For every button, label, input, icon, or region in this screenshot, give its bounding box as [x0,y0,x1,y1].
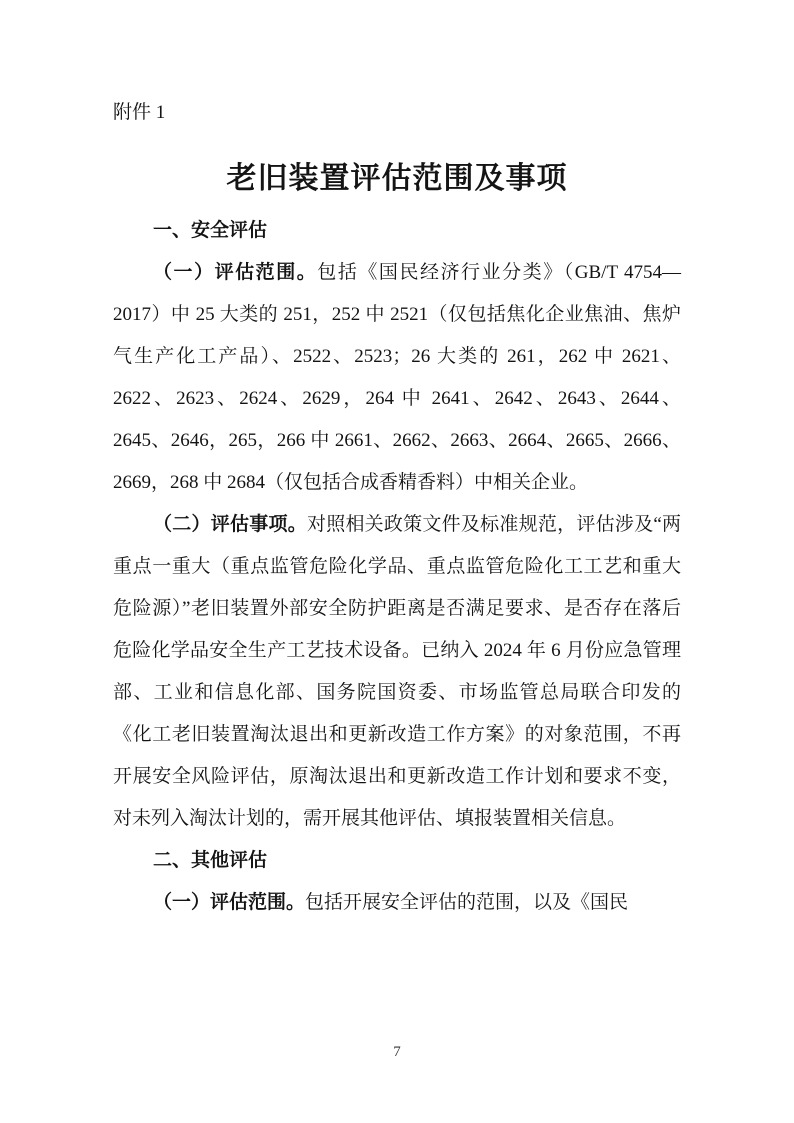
paragraph-lead-safety-items: （二）评估事项。 [153,514,307,535]
paragraph-text-safety-items: 对照相关政策文件及标准规范，评估涉及“两重点一重大（重点监管危险化学品、重点监管危险化工工艺和重大危险源）”老旧装置外部安全防护距离是否满足要求、是否存在落后危险化学品安全生产工艺技术设备。已纳入 2024 年 6 月份应急管理部、工业和信息化部、国务院国资委、市场监管总局联合印发的《化工老旧装置淘汰退出和更新改造工作方案》的对象范围，不再开展安全风险评估，原淘汰退出和更新改造工作计划和要求不变，对未列入淘汰计划的，需开展其他评估、填报装置相关信息。 [113,514,681,829]
paragraph-text-other-scope: 包括开展安全评估的范围，以及《国民 [305,892,629,913]
page-number: 7 [393,1044,401,1060]
paragraph-safety-items [113,504,681,840]
document-content [113,100,681,924]
paragraph-lead-safety-scope: （一）评估范围。 [153,262,318,283]
document-body [113,210,681,924]
paragraph-text-safety-scope: 包括《国民经济行业分类》（GB/T 4754—2017）中 25 大类的 251，252 中 2521（仅包括焦化企业焦油、焦炉气生产化工产品）、2522、2523；26 大类的 261，262 中 2621、2622、2623、2624、2629，264 中 2641、2642、2643、2644、2645、2646，265，266 中 2661、2662、2663、2664、2665、2666、2669，268 中 2684（仅包括合成香精香料）中相关企业。 [113,262,681,493]
section-heading-safety-assessment: 一、安全评估 [153,220,268,241]
paragraph-other-scope [113,882,681,924]
paragraph-lead-other-scope: （一）评估范围。 [153,892,306,913]
document-title: 老旧装置评估范围及事项 [226,162,568,195]
section-heading-other-assessment: 二、其他评估 [153,850,268,871]
attachment-label: 附件 1 [113,102,166,123]
paragraph-safety-scope [113,252,681,504]
